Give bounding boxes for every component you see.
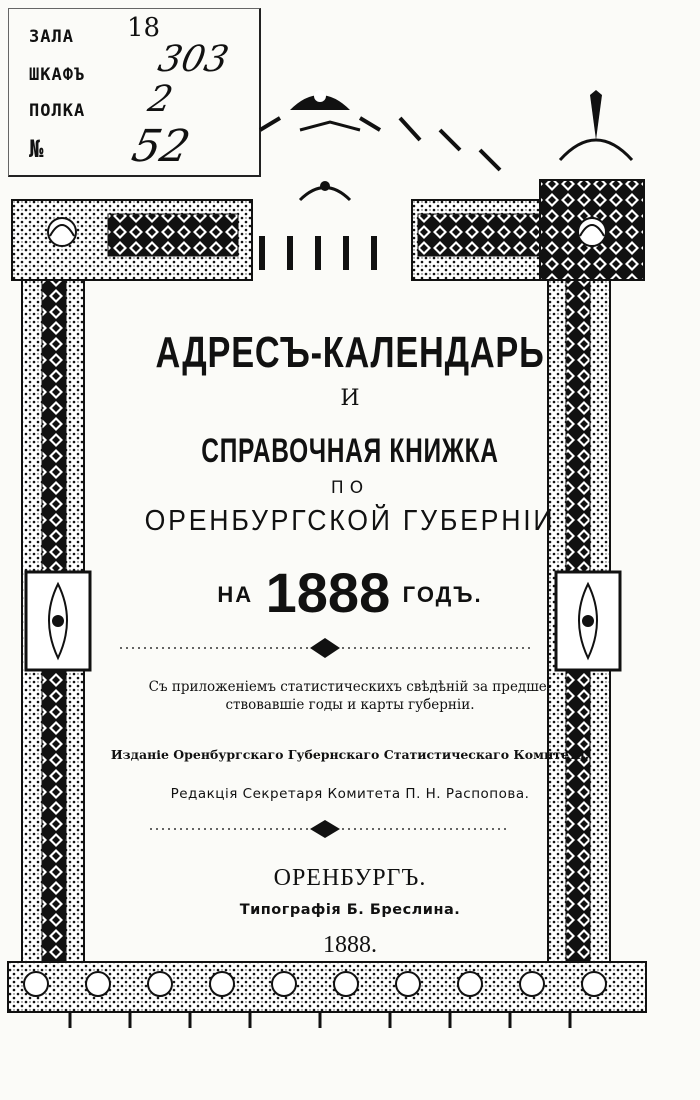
stamp-number-label: №	[29, 135, 45, 163]
imprint-year: 1888.	[323, 932, 377, 958]
cover-editor: Редакція Секретаря Комитета П. Н. Распопова.	[170, 786, 530, 802]
cover-edition: Изданіе Оренбургскаго Губернскаго Статистическаго Комитета.	[110, 747, 590, 762]
imprint-printer: Типографія Б. Бреслина.	[239, 902, 461, 918]
stamp-cabinet-label: ШКАФЪ	[29, 65, 86, 85]
cover-note	[0, 678, 700, 714]
stamp-cabinet-value: 303	[154, 39, 233, 80]
imprint-city: ОРЕНБУРГЪ.	[273, 865, 427, 891]
cover-title: АДРЕСЪ-КАЛЕНДАРЬ	[155, 328, 545, 377]
stamp-shelf-value: 2	[144, 79, 177, 120]
cover-region: ОРЕНБУРГСКОЙ ГУБЕРНІИ	[144, 505, 556, 537]
stamp-number-value: 52	[127, 121, 195, 172]
note-line-1: Съ приложеніемъ статистическихъ свѣдѣній за предше-	[148, 679, 552, 695]
cover-year: 1888	[265, 561, 391, 624]
year-line	[0, 560, 700, 625]
cover-conjunction: И	[340, 386, 360, 411]
cover-preposition: ПО	[330, 478, 370, 498]
year-prefix: НА	[217, 582, 254, 607]
stamp-hall-value: 18	[127, 13, 161, 43]
note-line-2: ствовавшіе годы и карты губерніи.	[225, 697, 475, 713]
stamp-shelf-label: ПОЛКА	[29, 101, 86, 121]
stamp-hall-label: ЗАЛА	[29, 27, 74, 47]
cover-subtitle: СПРАВОЧНАЯ КНИЖКА	[201, 432, 499, 470]
year-suffix: ГОДЪ.	[402, 582, 483, 607]
